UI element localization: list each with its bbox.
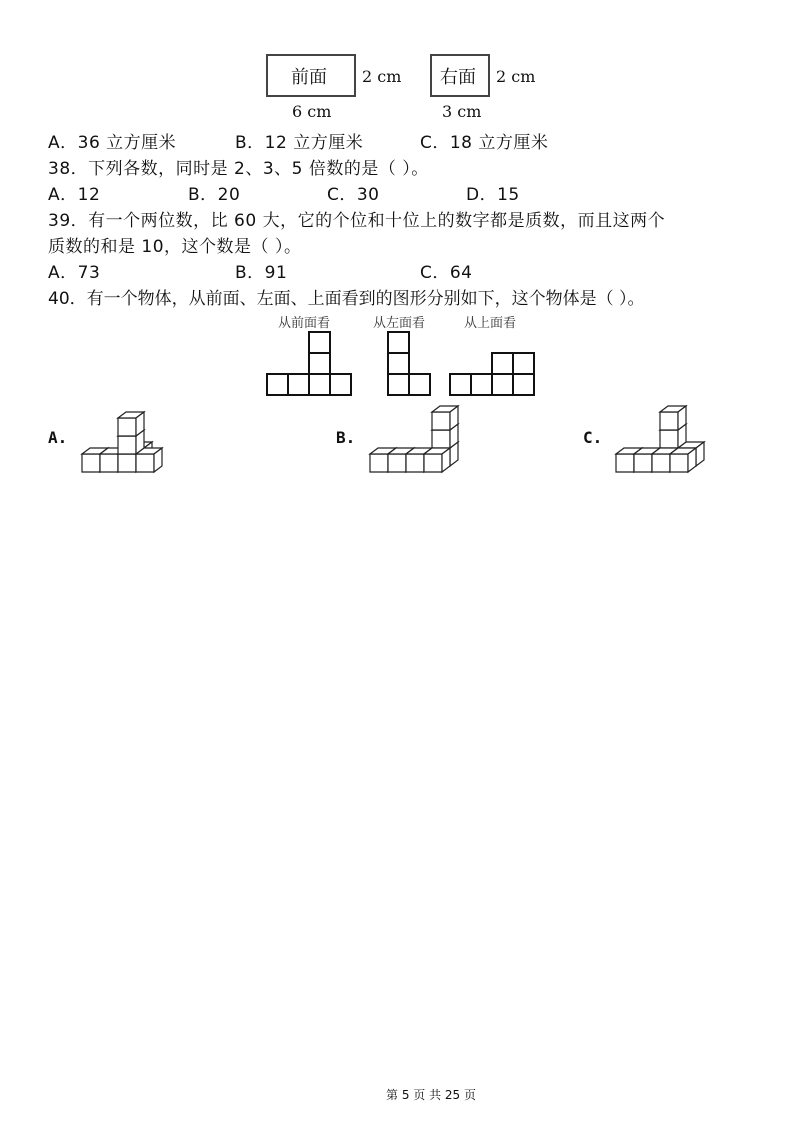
caption-front-view: 从前面看 [278, 316, 331, 331]
q40-stem: 40．有一个物体，从前面、左面、上面看到的图形分别如下，这个物体是（ ）。 [48, 289, 645, 309]
top-view-grid [449, 352, 537, 397]
right-face-label: 右面 [440, 67, 476, 88]
front-face-label: 前面 [291, 67, 327, 88]
cube [118, 412, 144, 436]
q39-option-a: A．73 [48, 263, 101, 283]
cube [432, 406, 458, 430]
q38-option-c: C．30 [327, 185, 380, 205]
front-height-label: 2 cm [362, 67, 402, 86]
q38-stem: 38．下列各数，同时是 2、3、5 倍数的是（ ）。 [48, 159, 429, 179]
q38-option-a: A．12 [48, 185, 101, 205]
q39-stem-line2: 质数的和是 10，这个数是（ ）。 [48, 237, 302, 257]
front-width-label: 6 cm [292, 102, 332, 121]
caption-left-view: 从左面看 [373, 316, 426, 331]
q37-option-b: B．12 立方厘米 [235, 133, 364, 153]
cube [424, 448, 450, 472]
q37-option-c: C．18 立方厘米 [420, 133, 549, 153]
right-height-label: 2 cm [496, 67, 536, 86]
q40-option-c-letter: C. [583, 428, 603, 447]
cube [660, 406, 686, 430]
option-b-cube-figure [366, 402, 476, 477]
q40-option-b-letter: B. [336, 428, 356, 447]
option-a-cube-figure [78, 402, 188, 477]
q38-option-b: B．20 [188, 185, 241, 205]
q39-option-c: C．64 [420, 263, 473, 283]
q38-option-d: D．15 [466, 185, 520, 205]
q39-option-b: B．91 [235, 263, 288, 283]
left-view-grid [387, 331, 433, 397]
page-footer: 第 5 页 共 25 页 [386, 1088, 476, 1102]
q39-stem-line1: 39．有一个两位数，比 60 大，它的个位和十位上的数字都是质数，而且这两个 [48, 211, 666, 231]
cube [670, 448, 696, 472]
front-view-grid [266, 331, 354, 397]
q40-option-a-letter: A. [48, 428, 68, 447]
option-c-cube-figure [612, 402, 722, 477]
q37-option-a: A．36 立方厘米 [48, 133, 177, 153]
caption-top-view: 从上面看 [464, 316, 517, 331]
right-width-label: 3 cm [442, 102, 482, 121]
